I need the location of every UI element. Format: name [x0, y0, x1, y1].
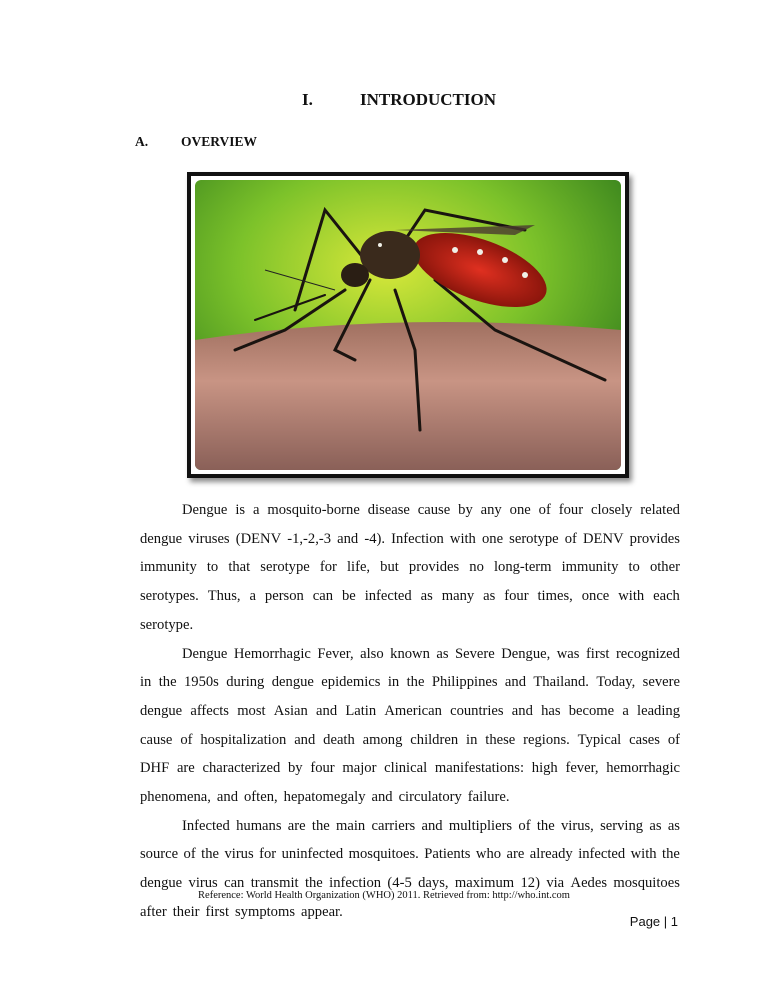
heading-title: INTRODUCTION	[360, 90, 497, 109]
subheading-letter: A.	[135, 134, 149, 149]
paragraph-line: dengue affects most Asian and Latin American countries and has become a leading	[140, 702, 680, 719]
page-number: Page | 1	[629, 914, 678, 929]
paragraph-line: Dengue is a mosquito-borne disease cause by any one of four closely related	[182, 502, 680, 518]
paragraph-line: immunity to that serotype for life, but provides no long-term immunity to other	[140, 559, 680, 576]
paragraph-line: after their first symptoms appear.	[140, 903, 343, 920]
paragraph-line: in the 1950s during dengue epidemics in the Philippines and Thailand. Today, severe	[140, 674, 680, 691]
paragraph-line: serotype.	[140, 616, 194, 633]
mosquito-figure	[187, 172, 629, 478]
subheading-title: OVERVIEW	[181, 134, 258, 149]
paragraph-line: source of the virus for uninfected mosquitoes. Patients who are already infected with the	[140, 846, 680, 863]
paragraph-line: Dengue Hemorrhagic Fever, also known as Severe Dengue, was first recognized	[182, 645, 680, 662]
reference-note: Reference: World Health Organization (WHO) 2011. Retrieved from: http://who.int.com	[198, 890, 570, 901]
paragraph-line: dengue virus can transmit the infection (4-5 days, maximum 12) via Aedes mosquitoes	[140, 875, 680, 892]
paragraph-line: Infected humans are the main carriers and multipliers of the virus, serving as as	[182, 817, 680, 834]
paragraph-line: cause of hospitalization and death among children in these regions. Typical cases of	[140, 731, 680, 748]
mosquito-image	[195, 180, 621, 470]
heading-number: I.	[302, 90, 313, 109]
paragraph-line: DHF are characterized by four major clinical manifestations: high fever, hemorrhagic	[140, 760, 680, 777]
paragraph-line: phenomena, and often, hepatomegaly and circulatory failure.	[140, 789, 510, 805]
paragraph-line: dengue viruses (DENV -1,-2,-3 and -4). Infection with one serotype of DENV provides	[140, 530, 680, 547]
paragraph-line: serotypes. Thus, a person can be infected as many as four times, once with each	[140, 588, 680, 605]
